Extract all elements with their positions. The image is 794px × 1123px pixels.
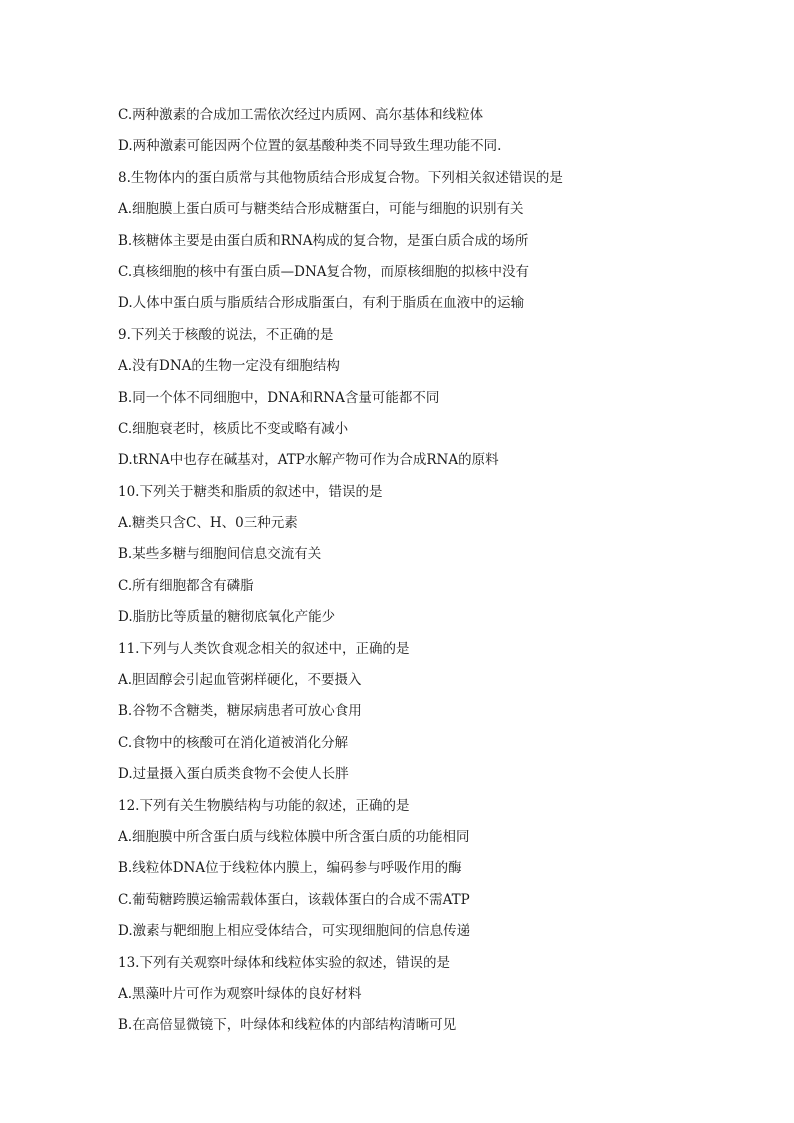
option-12d: D.激素与靶细胞上相应受体结合，可实现细胞间的信息传递 <box>118 923 471 940</box>
option-12a: A.细胞膜中所含蛋白质与线粒体膜中所含蛋白质的功能相同 <box>118 828 470 845</box>
option-8b: B.核糖体主要是由蛋白质和RNA构成的复合物，是蛋白质合成的场所 <box>118 232 529 249</box>
option-13b: B.在高倍显微镜下，叶绿体和线粒体的内部结构清晰可见 <box>118 1017 457 1034</box>
option-8a: A.细胞膜上蛋白质可与糖类结合形成糖蛋白，可能与细胞的识别有关 <box>118 201 524 218</box>
option-10d: D.脂肪比等质量的糖彻底氧化产能少 <box>118 609 336 626</box>
option-10c: C.所有细胞都含有磷脂 <box>118 577 254 594</box>
question-9: 9.下列关于核酸的说法，不正确的是 <box>118 326 334 343</box>
option-10b: B.某些多糖与细胞间信息交流有关 <box>118 546 322 563</box>
option-11b: B.谷物不含糖类，糖尿病患者可放心食用 <box>118 703 362 720</box>
option-12b: B.线粒体DNA位于线粒体内膜上，编码参与呼吸作用的酶 <box>118 860 462 877</box>
question-13: 13.下列有关观察叶绿体和线粒体实验的叙述，错误的是 <box>118 954 450 971</box>
option-9a: A.没有DNA的生物一定没有细胞结构 <box>118 358 340 375</box>
option-10a: A.糖类只含C、H、0三种元素 <box>118 515 298 532</box>
option-9b: B.同一个体不同细胞中，DNA和RNA含量可能都不同 <box>118 389 440 406</box>
option-12c: C.葡萄糖跨膜运输需载体蛋白，该载体蛋白的合成不需ATP <box>118 891 470 908</box>
option-7d: D.两种激素可能因两个位置的氨基酸种类不同导致生理功能不同. <box>118 138 502 155</box>
question-12: 12.下列有关生物膜结构与功能的叙述，正确的是 <box>118 797 410 814</box>
option-11a: A.胆固醇会引起血管粥样硬化，不要摄入 <box>118 672 362 689</box>
option-8c: C.真核细胞的核中有蛋白质—DNA复合物，而原核细胞的拟核中没有 <box>118 263 530 280</box>
option-9d: D.tRNA中也存在碱基对，ATP水解产物可作为合成RNA的原料 <box>118 452 499 469</box>
option-11c: C.食物中的核酸可在消化道被消化分解 <box>118 734 349 751</box>
option-9c: C.细胞衰老时，核质比不变或略有减小 <box>118 420 349 437</box>
option-13a: A.黑藻叶片可作为观察叶绿体的良好材料 <box>118 985 362 1002</box>
document-page <box>118 100 718 1042</box>
question-10: 10.下列关于糖类和脂质的叙述中，错误的是 <box>118 483 383 500</box>
question-8: 8.生物体内的蛋白质常与其他物质结合形成复合物。下列相关叙述错误的是 <box>118 169 563 186</box>
option-11d: D.过量摄入蛋白质类食物不会使人长胖 <box>118 766 349 783</box>
option-7c: C.两种激素的合成加工需依次经过内质网、高尔基体和线粒体 <box>118 107 484 123</box>
option-8d: D.人体中蛋白质与脂质结合形成脂蛋白，有利于脂质在血液中的运输 <box>118 295 525 312</box>
question-11: 11.下列与人类饮食观念相关的叙述中，正确的是 <box>118 640 410 657</box>
